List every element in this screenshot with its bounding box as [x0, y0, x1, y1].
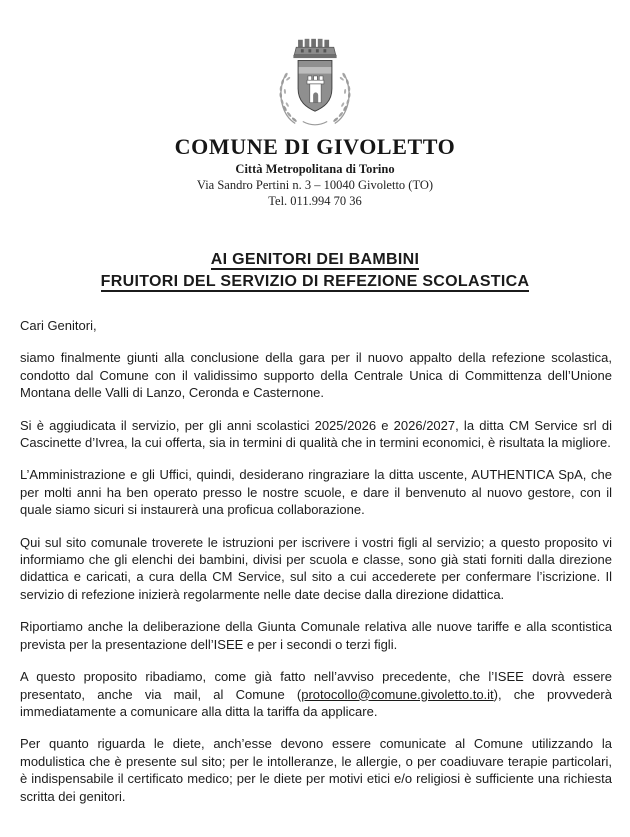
- paragraph-isee-email: [20, 668, 612, 720]
- coat-of-arms-icon: [260, 36, 370, 130]
- laurel-branch-icon: [279, 72, 297, 123]
- salutation: Cari Genitori,: [20, 318, 97, 333]
- shield-icon: [298, 60, 332, 111]
- municipality-name: COMUNE DI GIVOLETTO: [174, 134, 456, 159]
- paragraph-intro: siamo finalmente giunti alla conclusione della gara per il nuovo appalto della refezione scolastica, condotto dal Comune con il validissimo supporto della Centrale Unica di Committenza dell’Unione Montana delle Valli di Lanzo, Ceronda e Casternone.: [20, 350, 612, 401]
- heading-line-2: FRUITORI DEL SERVIZIO DI REFEZIONE SCOLASTICA: [100, 273, 530, 290]
- mural-crown-icon: [293, 39, 336, 58]
- heading-line-1: AI GENITORI DEI BAMBINI: [210, 251, 420, 268]
- branch-tie: [303, 122, 327, 125]
- letter-heading: [0, 249, 630, 293]
- paragraph-tariffs: Riportiamo anche la deliberazione della Giunta Comunale relativa alle nuove tariffe e alla scontistica prevista per la presentazione dell’ISEE e per i secondi o terzi figli.: [20, 619, 612, 652]
- municipality-subtitle: Città Metropolitana di Torino: [235, 162, 395, 176]
- paragraph-thanks: L’Amministrazione e gli Uffici, quindi, desiderano ringraziare la ditta uscente, AUTHENTICA SpA, che per molti anni ha ben operato presso le nostre scuole, e dare il benvenuto al nuovo gestore, con il quale siamo sicuri si instaurerà una proficua collaborazione.: [20, 467, 612, 518]
- paragraph-diets: Per quanto riguarda le diete, anch’esse devono essere comunicate al Comune utilizzando la modulistica che è presente sul sito; per le intolleranze, le allergie, o per coadiuvare terapie particolari, è indispensabile il certificato medico; per le diete per motivi etici e/o religiosi è sufficiente una richiesta scritta dei genitori.: [20, 736, 612, 804]
- municipality-phone: Tel. 011.994 70 36: [268, 194, 362, 208]
- email-link[interactable]: protocollo@comune.givoletto.to.it: [301, 686, 494, 702]
- letterhead: [0, 0, 630, 209]
- email-paragraph-before: A questo proposito ribadiamo, come già fatto nell’avviso precedente, che l’ISEE dovrà essere presentato, anche via mail, al Comune (: [20, 669, 612, 702]
- paragraph-award: Si è aggiudicata il servizio, per gli anni scolastici 2025/2026 e 2026/2027, la ditta CM Service srl di Cascinette d’Ivrea, la cui offerta, sia in termini di qualità che in termini economici, è risultata la migliore.: [20, 417, 612, 451]
- municipality-address: Via Sandro Pertini n. 3 – 10040 Givoletto (TO): [196, 178, 434, 192]
- email-paragraph-after: ), che provvederà immediatamente a comunicare alla ditta la tariffa da applicare.: [20, 686, 612, 719]
- paragraph-site-instructions: Qui sul sito comunale troverete le istruzioni per iscrivere i vostri figli al servizio; a questo proposito vi informiamo che gli elenchi dei bambini, divisi per scuola e classe, sono già stati forniti dalla direzione didattica e caricati, a cura della CM Service, sul sito a cui accederete per confermare l’iscrizione. Il servizio di refezione inizierà regolarmente nelle date decise dalla direzione didattica.: [20, 534, 612, 602]
- letter-body: [0, 317, 630, 805]
- tower-icon: [307, 76, 324, 103]
